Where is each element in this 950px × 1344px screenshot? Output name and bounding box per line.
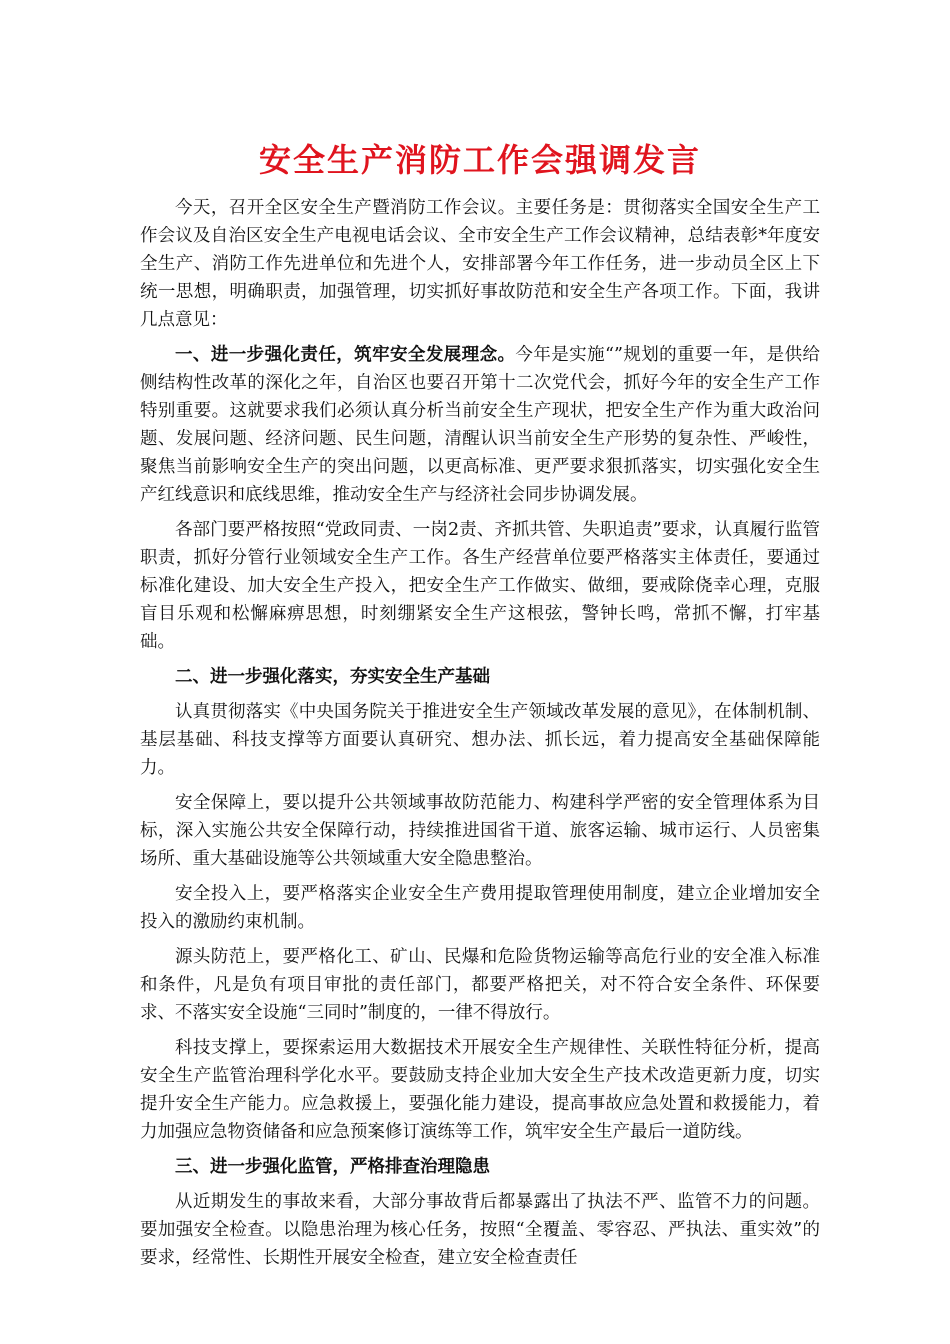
section3-heading: 三、进一步强化监管，严格排查治理隐患 [175,1157,490,1177]
section2-paragraph-3: 安全投入上，要严格落实企业安全生产费用提取管理使用制度，建立企业增加安全投入的激励约束机制。 [140,884,820,932]
section2-paragraph-2: 安全保障上，要以提升公共领域事故防范能力、构建科学严密的安全管理体系为目标，深入实施公共安全保障行动，持续推进国省干道、旅客运输、城市运行、人员密集场所、重大基础设施等公共领域重大安全隐患整治。 [140,793,820,869]
section1-heading: 一、进一步强化责任，筑牢安全发展理念。 [175,345,516,365]
section2-paragraph-4: 源头防范上，要严格化工、矿山、民爆和危险货物运输等高危行业的安全准入标准和条件，凡是负有项目审批的责任部门，都要严格把关，对不符合安全条件、环保要求、不落实安全设施“三同时”制度的，一律不得放行。 [140,947,820,1023]
section2-paragraph-1: 认真贯彻落实《中央国务院关于推进安全生产领域改革发展的意见》，在体制机制、基层基础、科技支撑等方面要认真研究、想办法、抓长远，着力提高安全基础保障能力。 [140,702,820,778]
section2-paragraph-5: 科技支撑上，要探索运用大数据技术开展安全生产规律性、关联性特征分析，提高安全生产监管治理科学化水平。要鼓励支持企业加大安全生产技术改造更新力度，切实提升安全生产能力。应急救援上，要强化能力建设，提高事故应急处置和救援能力，着力加强应急物资储备和应急预案修订演练等工作，筑牢安全生产最后一道防线。 [140,1038,820,1142]
section3-paragraph-1: 从近期发生的事故来看，大部分事故背后都暴露出了执法不严、监管不力的问题。要加强安全检查。以隐患治理为核心任务，按照“全覆盖、零容忍、严执法、重实效”的要求，经常性、长期性开展安全检查，建立安全检查责任 [140,1192,820,1268]
section2-heading: 二、进一步强化落实，夯实安全生产基础 [175,667,490,687]
intro-paragraph: 今天，召开全区安全生产暨消防工作会议。主要任务是：贯彻落实全国安全生产工作会议及自治区安全生产电视电话会议、全市安全生产工作会议精神，总结表彰*年度安全生产、消防工作先进单位和先进个人，安排部署今年工作任务，进一步动员全区上下统一思想，明确职责，加强管理，切实抓好事故防范和安全生产各项工作。下面，我讲几点意见： [140,198,820,330]
document-title: 安全生产消防工作会强调发言 [258,141,701,179]
section1-paragraph-2: 各部门要严格按照“党政同责、一岗2责、齐抓共管、失职追责”要求，认真履行监管职责，抓好分管行业领域安全生产工作。各生产经营单位要严格落实主体责任，要通过标准化建设、加大安全生产投入，把安全生产工作做实、做细，要戒除侥幸心理，克服盲目乐观和松懈麻痹思想，时刻绷紧安全生产这根弦，警钟长鸣，常抓不懈，打牢基础。 [140,520,820,652]
document-page [140,128,820,1279]
section1-body: 今年是实施“”规划的重要一年，是供给侧结构性改革的深化之年，自治区也要召开第十二次党代会，抓好今年的安全生产工作特别重要。这就要求我们必须认真分析当前安全生产现状，把安全生产作为重大政治问题、发展问题、经济问题、民生问题，清醒认识当前安全生产形势的复杂性、严峻性，聚焦当前影响安全生产的突出问题，以更高标准、更严要求狠抓落实，切实强化安全生产红线意识和底线思维，推动安全生产与经济社会同步协调发展。 [140,345,820,505]
section1-paragraph [140,341,820,509]
